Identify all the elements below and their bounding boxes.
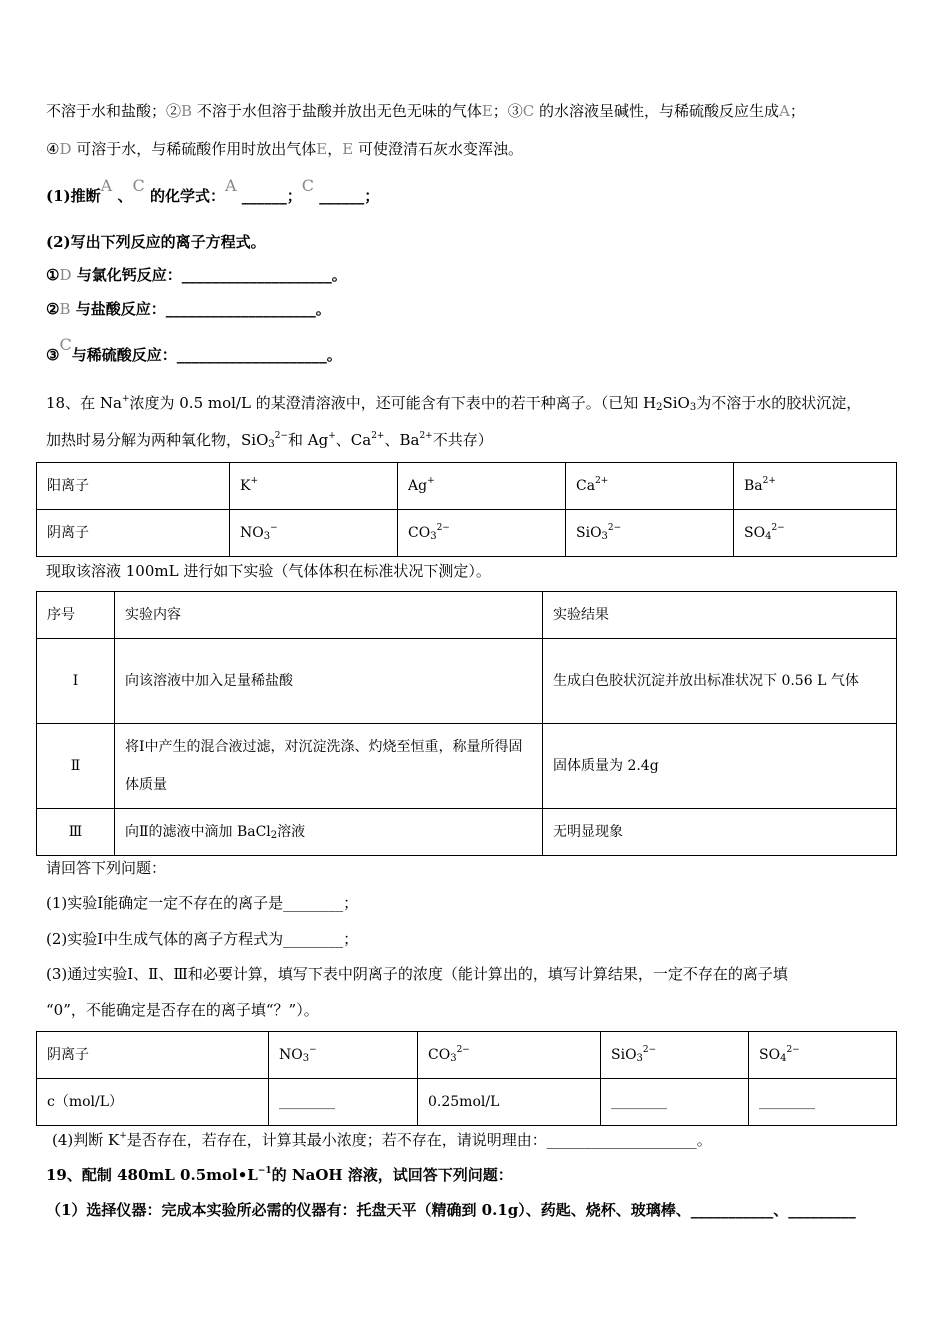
experiment-row bbox=[37, 809, 897, 856]
q18-intro-line2: 加热时易分解为两种氧化物，SiO$_3^{2-}$和 Ag+、$Ca^{2+}$、$Ba^{2+}$不共存） bbox=[46, 431, 493, 450]
concentration-value: 0.25mol/L bbox=[418, 1079, 601, 1126]
please-answer: 请回答下列问题： bbox=[46, 859, 167, 877]
q17-eq3: ③C与稀硫酸反应：____________________。 bbox=[46, 335, 342, 364]
ion-cell: SiO$_3^{2-}$ bbox=[566, 510, 734, 557]
experiment-content: 向Ⅱ的滤液中滴加 BaCl$_2$溶液 bbox=[115, 809, 543, 856]
concentration-label: c（mol/L） bbox=[37, 1079, 269, 1126]
ion-cell: SiO$_3^{2-}$ bbox=[601, 1032, 749, 1079]
q17-part1: (1)推断A 、C 的化学式：A ______；C ______； bbox=[46, 176, 380, 205]
q18-sub3-line2: “0”，不能确定是否存在的离子填“？”）。 bbox=[46, 1001, 319, 1019]
concentration-table bbox=[36, 1031, 897, 1126]
header-cell: 实验内容 bbox=[115, 592, 543, 639]
experiment-number: Ⅱ bbox=[37, 724, 115, 809]
ion-cell: $CO_3^{2-}$ bbox=[398, 510, 566, 557]
ion-cell: $CO_3^{2-}$ bbox=[418, 1032, 601, 1079]
ion-cell: $NO_3^-$ bbox=[230, 510, 398, 557]
ion-cell: $NO_3^-$ bbox=[269, 1032, 418, 1079]
experiment-result: 生成白色胶状沉淀并放出标准状况下 0.56 L 气体 bbox=[543, 639, 897, 724]
answer-blank[interactable]: ________ bbox=[749, 1079, 897, 1126]
experiment-table bbox=[36, 591, 897, 856]
experiment-content: 向该溶液中加入足量稀盐酸 bbox=[115, 639, 543, 724]
q18-sub4: (4)判断 K+是否存在，若存在，计算其最小浓度；若不存在，请说明理由：____________________。 bbox=[52, 1131, 712, 1149]
concentration-anion-row bbox=[37, 1032, 897, 1079]
q18-sub3-line1: (3)通过实验Ⅰ、Ⅱ、Ⅲ和必要计算，填写下表中阴离子的浓度（能计算出的，填写计算结果，一定不存在的离子填 bbox=[46, 965, 788, 983]
anion-label: 阴离子 bbox=[37, 1032, 269, 1079]
cation-label: 阳离子 bbox=[37, 463, 230, 510]
experiment-result: 无明显现象 bbox=[543, 809, 897, 856]
q18-sub1: (1)实验Ⅰ能确定一定不存在的离子是________； bbox=[46, 894, 359, 912]
q18-intro-line1: 18、在 Na+浓度为 0.5 mol/L 的某澄清溶液中，还可能含有下表中的若干种离子。（已知 $H_2SiO_3$为不溶于水的胶状沉淀， bbox=[46, 394, 862, 413]
q17-line2: ④D 可溶于水，与稀硫酸作用时放出气体E，E 可使澄清石灰水变浑浊。 bbox=[46, 140, 523, 158]
take-sample-text: 现取该溶液 100mL 进行如下实验（气体体积在标准状况下测定）。 bbox=[46, 562, 491, 580]
q19-intro: 19、配制 480mL $0.5mol•L^{-1}$的 NaOH 溶液，试回答下列问题： bbox=[46, 1166, 513, 1184]
ion-cell: $Ba^{2+}$ bbox=[734, 463, 897, 510]
ion-cell: $SO_4^{2-}$ bbox=[749, 1032, 897, 1079]
ion-cell: $Ca^{2+}$ bbox=[566, 463, 734, 510]
q17-line1: 不溶于水和盐酸；②B 不溶于水但溶于盐酸并放出无色无味的气体E；③C 的水溶液呈碱性，与稀硫酸反应生成A； bbox=[46, 102, 805, 120]
ion-cell: K+ bbox=[230, 463, 398, 510]
q17-eq2: ②B 与盐酸反应：____________________。 bbox=[46, 300, 331, 318]
ion-cell: Ag+ bbox=[398, 463, 566, 510]
experiment-content: 将Ⅰ中产生的混合液过滤，对沉淀洗涤、灼烧至恒重，称量所得固体质量 bbox=[115, 724, 543, 809]
ion-table-anion-row bbox=[37, 510, 897, 557]
answer-blank[interactable]: ________ bbox=[601, 1079, 749, 1126]
q19-part1: （1）选择仪器：完成本实验所必需的仪器有：托盘天平（精确到 0.1g）、药匙、烧杯、玻璃棒、___________、_________ bbox=[46, 1201, 856, 1219]
q17-eq1: ①D 与氯化钙反应：____________________。 bbox=[46, 266, 347, 284]
answer-blank[interactable]: ________ bbox=[269, 1079, 418, 1126]
experiment-header-row bbox=[37, 592, 897, 639]
ion-table bbox=[36, 462, 897, 557]
experiment-number: Ⅰ bbox=[37, 639, 115, 724]
anion-label: 阴离子 bbox=[37, 510, 230, 557]
ion-cell: $SO_4^{2-}$ bbox=[734, 510, 897, 557]
header-cell: 实验结果 bbox=[543, 592, 897, 639]
experiment-number: Ⅲ bbox=[37, 809, 115, 856]
q18-sub2: (2)实验Ⅰ中生成气体的离子方程式为________； bbox=[46, 930, 359, 948]
experiment-result: 固体质量为 2.4g bbox=[543, 724, 897, 809]
ion-table-cation-row bbox=[37, 463, 897, 510]
experiment-row bbox=[37, 639, 897, 724]
experiment-row bbox=[37, 724, 897, 809]
q17-part2: (2)写出下列反应的离子方程式。 bbox=[46, 233, 266, 251]
header-cell: 序号 bbox=[37, 592, 115, 639]
concentration-value-row bbox=[37, 1079, 897, 1126]
